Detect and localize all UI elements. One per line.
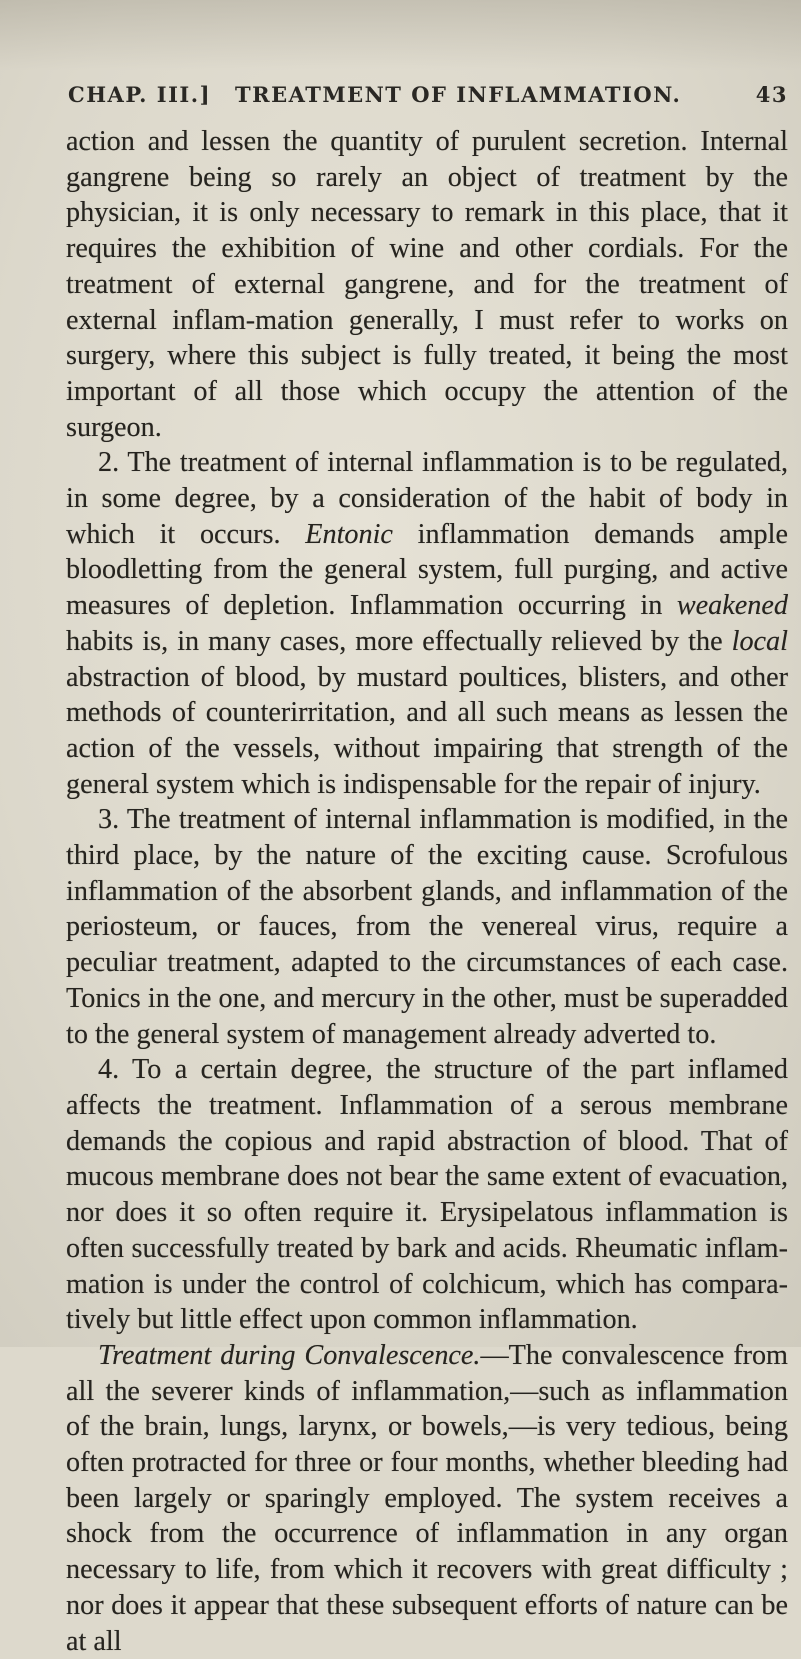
italic-local: local <box>731 625 788 657</box>
running-head <box>68 82 788 116</box>
paragraph-2-text-e: habits is, in many cases, more effectually relieved by the <box>66 625 732 657</box>
italic-entonic: Entonic <box>305 518 393 550</box>
paragraph-4: 4. To a certain degree, the structure of the part inflamed affects the treatment. Inflammation of a serous membrane demands the copious and rapid abstraction of blood. That of mucous membrane does not bear the same extent of evacuation, nor does it so often require it. Erysipelatous inflammation is often successfully treated by bark and acids. Rheumatic inflam-mation is under the control of colchicum, which has compara-tively but little effect upon common inflammation. <box>66 1054 788 1336</box>
paragraph-2-text-c: inflammation demands ample bloodletting from the general system, full purging, and active measures of depletion. Inflammation occurring in <box>66 518 788 622</box>
section-heading-convalescence: Treatment during Convalescence. <box>98 1339 481 1371</box>
paragraph-5 <box>66 1338 788 1659</box>
running-title: TREATMENT OF INFLAMMATION. <box>235 82 682 107</box>
paragraph-3: 3. The treatment of internal inflammation is modified, in the third place, by the nature of the exciting cause. Scrofulous inflammation of the absorbent glands, and inflammation of the periosteum, or fauces, from the venereal virus, require a peculiar treatment, adapted to the circumstances of each case. Tonics in the one, and mercury in the other, must be superadded to the general system of management already adverted to. <box>66 804 788 1050</box>
italic-weakened: weakened <box>676 590 788 622</box>
paragraph-continuation: action and lessen the quantity of purulent secretion. Internal gangrene being so rarely an object of treatment by the physician, it is only necessary to remark in this place, that it requires the exhibition of wine and other cordials. For the treatment of external gangrene, and for the treatment of external inflam-mation generally, I must refer to works on surgery, where this subject is fully treated, it being the most important of all those which occupy the attention of the surgeon. <box>66 126 788 443</box>
paragraph-5-text: —The convalescence from all the severer kinds of inflammation,—such as inflammation of the brain, lungs, larynx, or bowels,—is very tedious, being often protracted for three or four months, whether bleeding had been largely or sparingly employed. The system receives a shock from the occurrence of inflammation in any organ necessary to life, from which it recovers with great difficulty ; nor does it appear that these subsequent efforts of nature can be at all <box>66 1339 788 1657</box>
paragraph-2-text-g: abstraction of blood, by mustard poultices, blisters, and other methods of counterirritation, and all such means as lessen the action of the vessels, without impairing that strength of the general system which is indispensable for the repair of injury. <box>66 661 788 800</box>
body-text <box>66 124 788 1659</box>
chapter-label: CHAP. III.] <box>68 82 212 107</box>
paragraph-2-text-a: 2. The treatment of internal inflammation is to be regulated, in some degree, by a consideration of the habit of body in which it occurs. <box>66 447 788 550</box>
page-number: 43 <box>755 82 788 107</box>
paragraph-2 <box>66 445 788 802</box>
